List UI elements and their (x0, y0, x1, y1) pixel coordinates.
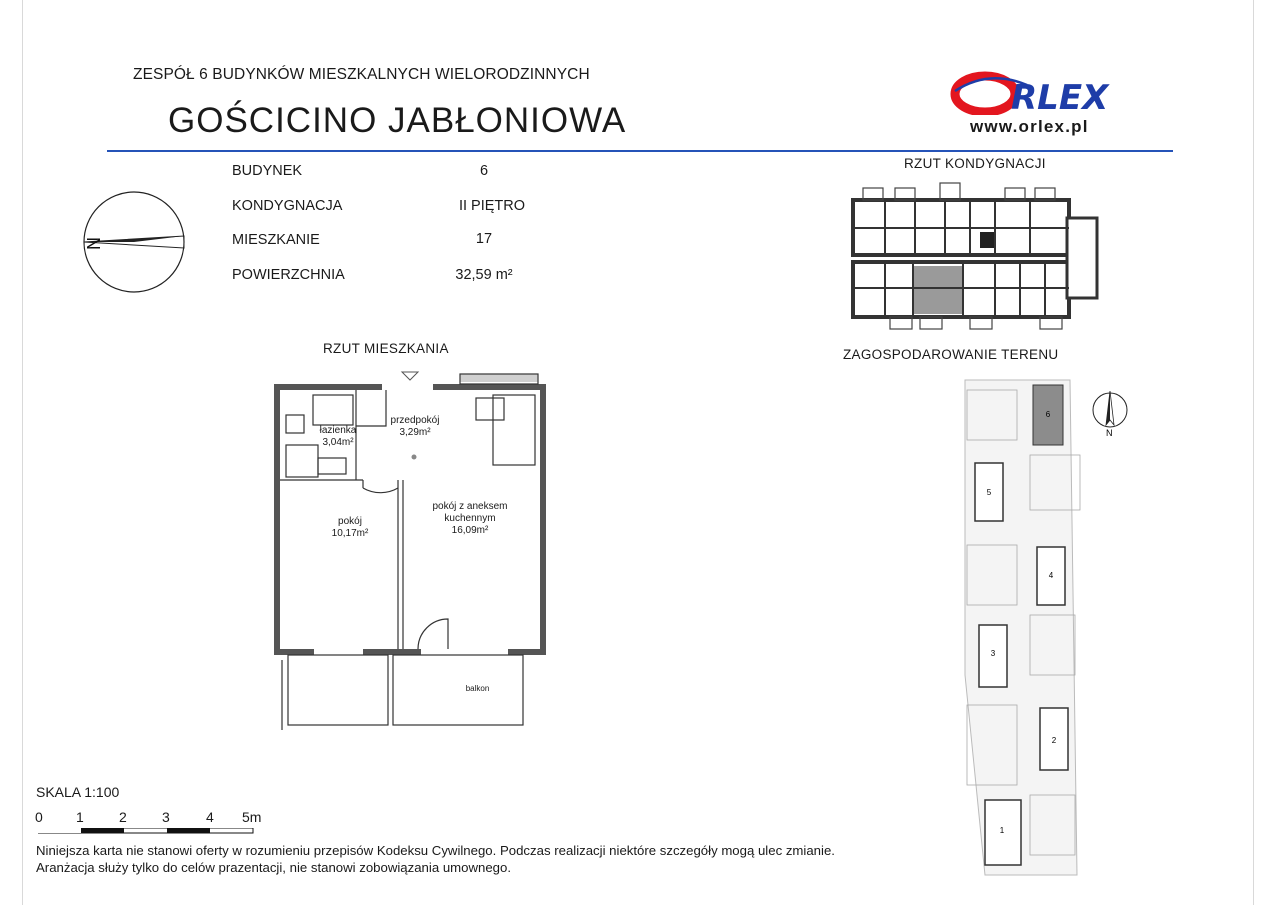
building-value: 6 (479, 163, 489, 179)
page-border-left (22, 0, 23, 905)
floor-label: KONDYGNACJA (232, 198, 343, 214)
area-value: 32,59 m² (455, 267, 513, 283)
site-building-5: 5 (986, 488, 992, 497)
highlighted-apartment (913, 266, 963, 314)
site-plan-heading: ZAGOSPODAROWANIE TERENU (843, 347, 1059, 362)
area-label: POWIERZCHNIA (232, 267, 345, 283)
logo-wordmark: RLEX (1011, 78, 1109, 115)
project-subtitle: ZESPÓŁ 6 BUDYNKÓW MIESZKALNYCH WIELORODZINNYCH (133, 66, 590, 83)
site-building-4: 4 (1048, 571, 1054, 580)
disclaimer-line-1: Niniejsza karta nie stanowi oferty w rozumieniu przepisów Kodeksu Cywilnego. Podczas realizacji niektóre szczegóły mogą ulec zmianie. (36, 843, 835, 858)
building-label: BUDYNEK (232, 163, 303, 179)
site-building-1: 1 (999, 826, 1005, 835)
site-building-3: 3 (990, 649, 996, 658)
scale-tick-2: 2 (119, 809, 127, 825)
site-plan (955, 375, 1135, 880)
project-title: GOŚCICINO JABŁONIOWA (168, 101, 627, 140)
scale-tick-4: 4 (206, 809, 214, 825)
scale-tick-3: 3 (162, 809, 170, 825)
logo-url[interactable]: www.orlex.pl (970, 117, 1089, 136)
orlex-logo (949, 71, 1179, 115)
apartment-plan-heading: RZUT MIESZKANIA (323, 341, 449, 356)
balcony-label: balkon (465, 684, 490, 693)
apartment-value: 17 (475, 231, 493, 247)
site-building-6: 6 (1045, 410, 1051, 419)
floor-value: II PIĘTRO (458, 198, 526, 214)
scale-bar (38, 828, 258, 836)
site-north-label: N (1106, 428, 1113, 438)
scale-tick-1: 1 (76, 809, 84, 825)
disclaimer-line-2: Aranżacja służy tylko do celów prazentacji, nie stanowi zobowiązania umownego. (36, 860, 512, 875)
page-border-right (1253, 0, 1254, 905)
hallway-label: przedpokój 3,29m² (390, 415, 440, 438)
header-divider (107, 150, 1173, 152)
scale-tick-0: 0 (35, 809, 43, 825)
storey-plan (845, 180, 1105, 340)
compass (80, 190, 188, 294)
floor-plan-heading: RZUT KONDYGNACJI (904, 156, 1046, 171)
apartment-label: MIESZKANIE (232, 232, 320, 248)
living-room-label: pokój z aneksem kuchennym 16,09m² (432, 501, 508, 536)
scale-tick-5: 5m (242, 809, 262, 825)
bathroom-label: łazienka 3,04m² (319, 425, 357, 448)
room-label: pokój 10,17m² (331, 516, 369, 539)
scale-label: SKALA 1:100 (36, 784, 120, 800)
site-building-2: 2 (1051, 736, 1057, 745)
compass-north-label: N (84, 237, 104, 250)
